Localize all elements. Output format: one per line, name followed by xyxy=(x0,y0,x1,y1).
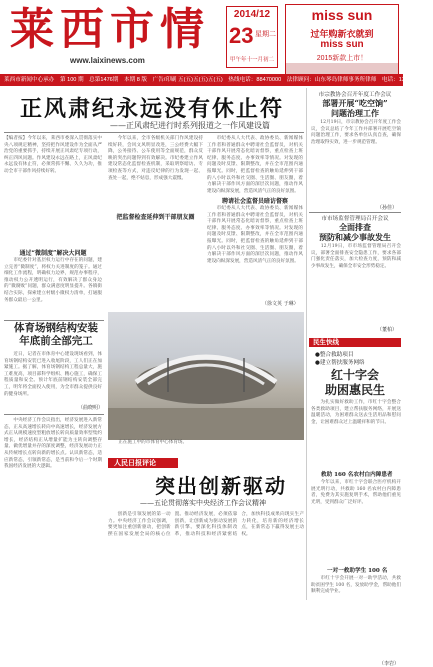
lead-subheadline: ——正风肃纪进行时系列报道之一作风建设篇 xyxy=(110,121,270,130)
byline: （董柏） xyxy=(377,327,398,333)
date-box xyxy=(226,6,278,68)
photo-caption: 正在施工中的市体育中心体育场。 xyxy=(109,440,188,445)
right-column xyxy=(306,88,403,667)
right-big-headline: 红十字会 助困惠民生 xyxy=(324,368,385,397)
divider xyxy=(4,414,104,415)
kicker: 市宗教协会召开年度工作会议 xyxy=(318,92,392,98)
sports-headline: 体育场钢结构安装 年底前全部完工 xyxy=(14,322,98,347)
sub-headline: 救助 160 名农村白内障患者 xyxy=(321,472,393,478)
article-text: 今年以来，市红十字会联合医疗机构开展光明行动，共救助 160 名农村白内障患者，免费为其实施复明手术，帮助他们重见光明，受到群众广泛好评。 xyxy=(311,480,401,505)
divider xyxy=(4,132,304,133)
commentary-headline: 突出创新驱动 xyxy=(155,474,287,498)
date-lunar: 甲午年十一月初二 xyxy=(229,57,274,63)
article-text: 市红十字会开展一对一助学活动，共救助贫困学生 100 名，发放助学金，帮助他们顺利完成学业。 xyxy=(311,576,401,595)
stadium-illustration xyxy=(108,312,304,440)
article-text: 12月19日，市宗教协会召开年度工作会议，会议总结了今年工作并部署开展吃空饷问题治理工作，要求各单位认真自查，确保治理取得实效，进一步规范管理。 xyxy=(311,120,401,145)
section-bar-livelihood: 民生快线 xyxy=(309,338,401,347)
ad-brand: miss sun xyxy=(311,7,373,23)
article-text: 【编者按】今年以来，莱西市委深入贯彻落实中央八项规定精神，坚持把作风建设作为全面从严治党的重要抓手，持续开展正风肃纪专项行动，纠正四风问题。作风建设永远在路上，正风肃纪永远没有休止符，必须常抓不懈、久久为功，推动全市干部作风持续好转。 xyxy=(4,136,102,174)
byline: （徐文英 于琳） xyxy=(262,301,299,307)
article-text: 中央经济工作会议指出，经济发展进入新常态，正从高速增长转向中高速增长，经济发展方式正从规模速度型粗放增长转向质量效率型集约增长，经济结构正从增量扩能为主转向调整存量、做优增量并存的深度调整，经济发展动力正从传统增长点转向新的增长点。认识新常态，适应新常态，引领新常态，是当前和今后一个时期我国经济发展的大逻辑。 xyxy=(4,418,102,470)
article-text: 近日，记者在市体育中心建设现场看到，体育场钢结构安装已进入收尾阶段，工人们正在加紧施工。据了解，体育场钢结构工程总量大，施工难度高，项目部科学组织、精心施工，确保工程质量和安全。预计年底前钢结构安装全部完工，明年将全面投入使用，为全市群众提供良好的健身场所。 xyxy=(4,352,102,397)
site-url[interactable]: www.laixinews.com xyxy=(70,56,145,65)
sub-headline: 一对一救助学生 100 名 xyxy=(327,568,388,574)
bullet-item: ●建立帮扶服务网络 xyxy=(315,360,365,366)
lead-headline: 正风肃纪永远没有休止符 xyxy=(20,96,285,122)
byline: （李岩） xyxy=(379,661,400,667)
info-bar: 莱西市新闻中心承办 第 100 期 总第1476期 本期 8 版 广告/印刷 五(五)五(五)五(五) 热线电话：88470000 法律顾问：山东琴岛律师事务所律师 电话：13705427288 xyxy=(0,74,403,86)
right-headline: 全面排查 预防和减少事故发生 xyxy=(319,222,391,242)
ad-slogan: 过年购新衣就到 xyxy=(310,29,374,39)
newspaper-logo: 莱西市情 xyxy=(10,4,210,55)
masthead-ad[interactable] xyxy=(285,4,399,76)
divider xyxy=(309,212,401,213)
bullet-icon: ● xyxy=(315,360,320,366)
article-text: 今年以来，全市各级机关部门作风建设持续好转，会风文风明显改进，三公经费大幅下降，公务接待、公车使用等全面规范，群众反映的突出问题得到有效解决。市纪委建立作风建设常态化监督检查机制，采取明察暗访、专项检查等方式，对违反纪律的行为发现一起、查处一起，绝不姑息，形成强大震慑。 xyxy=(108,136,203,181)
stadium-photo xyxy=(108,312,304,440)
section-subhead: 通过“微制度”解决大问题 xyxy=(19,250,87,257)
article-text: 12月19日，市市场监督管理局召开会议，部署全面排查安全隐患工作，要求各部门强化责任落实，加大检查力度，预防和减少事故发生，确保全市安全形势稳定。 xyxy=(311,244,401,269)
article-text: 市纪委从人大代表、政协委员、新闻媒体工作者和普通群众中聘请社会监督员，对机关干部作风开展常态化暗访督察，重点检查上班纪律、服务态度、办事效率等情况。对发现的问题及时反馈、限期整改，并在全市范围内通报曝光。同时，把监督检查的触角延伸到干部的八小时以外和社交圈、生活圈、朋友圈，着力解决干部作风方面的深层次问题，推动作风建设向纵深发展，营造风清气正的良好氛围。 xyxy=(207,206,303,264)
ad-brand-secondary: miss sun xyxy=(320,39,364,50)
commentary-tag: 人民日报评论 xyxy=(108,458,178,468)
section-subhead: 聘请社会监督员暗访督察 xyxy=(221,198,288,205)
article-text: 市纪委针对基层权力运行中存在的问题，建立完善“微制度”，将权力关进制度的笼子。通过细化工作流程，明确权力边界，规范办事程序，推动权力公开透明运行，有效解决了群众身边的“微腐败”问题，群众满意度明显提升。各镇街结合实际，探索建立村级小微权力清单，打通服务群众最后一公里。 xyxy=(4,258,102,303)
ad-tagline: 2015新款上市！ xyxy=(316,55,368,62)
date-weekday: 星期二 xyxy=(255,31,276,38)
commentary-text: 创新是引领发展的第一动力。中央经济工作会议强调，要更加注重创新驱动，把创新摆在国家发展全局的核心位置。推动经济发展，必须依靠创新，让创新成为驱动发展的新引擎。要深化科技体制改革，推动科技和经济紧密结合，加快科技成果向现实生产力转化，培育新的经济增长点，在新常态下赢得发展主动权。 xyxy=(108,512,304,537)
date-year-month: 2014/12 xyxy=(233,9,271,20)
divider xyxy=(4,320,104,321)
date-day: 23 xyxy=(229,23,254,48)
commentary-subheadline: ——五论贯彻落实中央经济工作会议精神 xyxy=(140,499,266,507)
bullet-icon: ● xyxy=(315,352,320,358)
byline: （孙佳） xyxy=(377,205,398,211)
article-text: 市纪委从人大代表、政协委员、新闻媒体工作者和普通群众中聘请社会监督员，对机关干部作风开展常态化暗访督察，重点检查上班纪律、服务态度、办事效率等情况。对发现的问题及时反馈、限期整改，并在全市范围内通报曝光。同时，把监督检查的触角延伸到干部的八小时以外和社交圈、生活圈、朋友圈，着力解决干部作风方面的深层次问题，推动作风建设向纵深发展，营造风清气正的良好氛围。 xyxy=(207,136,303,194)
right-headline: 部署开展“吃空饷” 问题治理工作 xyxy=(322,98,388,118)
masthead xyxy=(0,0,403,82)
section-subhead: 把监督检查延伸到干部朋友圈 xyxy=(116,214,195,221)
article-text: 为扎实做好救助工作，市红十字会整合各类救助项目，建立帮扶服务网络，开展送温暖活动，为困难群众送去生活用品和慰问金，让困难群众过上温暖祥和的节日。 xyxy=(311,400,401,425)
byline: （曲晓明） xyxy=(78,405,104,411)
kicker: 市市场监督管理局召开会议 xyxy=(321,216,389,222)
bullet-item: ●整合救助项目 xyxy=(315,352,354,358)
